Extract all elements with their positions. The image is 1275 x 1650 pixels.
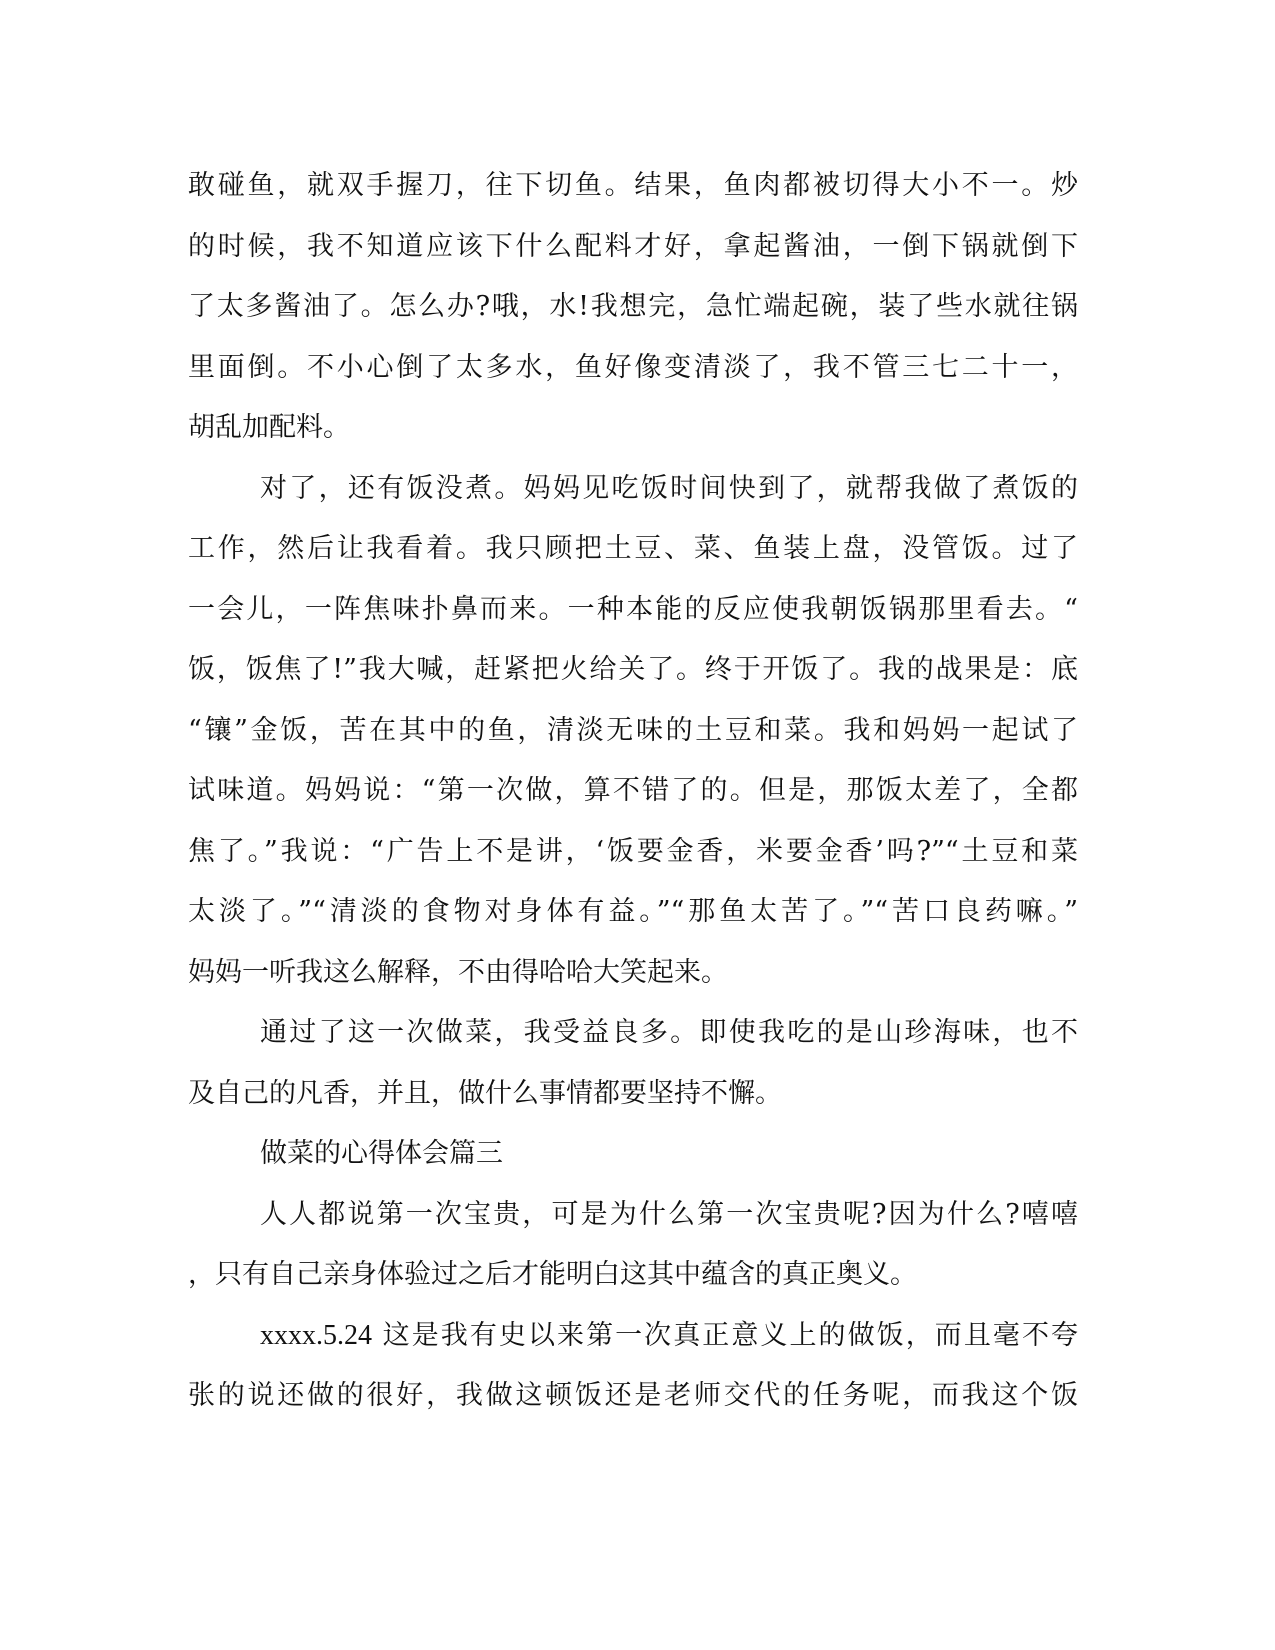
text-line: 张的说还做的很好，我做这顿饭还是老师交代的任务呢，而我这个饭 (188, 1380, 1078, 1411)
text-line: 及自己的凡香，并且，做什么事情都要坚持不懈。 (188, 1077, 782, 1109)
text-line: 妈妈一听我这么解释，不由得哈哈大笑起来。 (188, 956, 728, 988)
date-text: xxxx.5.24 (260, 1319, 372, 1351)
text-line: 对了，还有饭没煮。妈妈见吃饭时间快到了，就帮我做了煮饭的 (260, 472, 1078, 504)
text-line: 饭，饭焦了!”我大喊，赶紧把火给关了。终于开饭了。我的战果是：底 (188, 654, 1078, 685)
text-line: 的时候，我不知道应该下什么配料才好，拿起酱油，一倒下锅就倒下 (188, 230, 1078, 262)
text-line: 胡乱加配料。 (188, 412, 350, 443)
text-line: 一会儿，一阵焦味扑鼻而来。一种本能的反应使我朝饭锅那里看去。“ (188, 593, 1078, 625)
section-heading: 做菜的心得体会篇三 (260, 1138, 503, 1169)
text-line: 通过了这一次做菜，我受益良多。即使我吃的是山珍海味，也不 (260, 1017, 1078, 1048)
text-line: ，只有自己亲身体验过之后才能明白这其中蕴含的真正奥义。 (188, 1259, 917, 1290)
text-line: 工作，然后让我看着。我只顾把土豆、菜、鱼装上盘，没管饭。过了 (188, 533, 1078, 564)
text-line: 里面倒。不小心倒了太多水，鱼好像变清淡了，我不管三七二十一， (188, 351, 1078, 383)
text-line (188, 1306, 1078, 1367)
text-line: 试味道。妈妈说：“第一次做，算不错了的。但是，那饭太差了，全都 (188, 775, 1078, 806)
text-line: 人人都说第一次宝贵，可是为什么第一次宝贵呢?因为什么?嘻嘻 (260, 1198, 1078, 1230)
text-fragment: 这是我有史以来第一次真正意义上的做饭，而且毫不夸 (382, 1319, 1079, 1351)
text-line: 太淡了。”“清淡的食物对身体有益。”“那鱼太苦了。”“苦口良药嘛。” (188, 896, 1078, 927)
text-line: 了太多酱油了。怎么办?哦，水!我想完，急忙端起碗，装了些水就往锅 (188, 291, 1078, 322)
text-line: 焦了。”我说：“广告上不是讲，‘饭要金香，米要金香’吗?”“土豆和菜 (188, 835, 1078, 867)
text-line: 敢碰鱼，就双手握刀，往下切鱼。结果，鱼肉都被切得大小不一。炒 (188, 170, 1078, 201)
document-body (188, 156, 1078, 1427)
text-line: “镶”金饭，苦在其中的鱼，清淡无味的土豆和菜。我和妈妈一起试了 (188, 714, 1078, 746)
